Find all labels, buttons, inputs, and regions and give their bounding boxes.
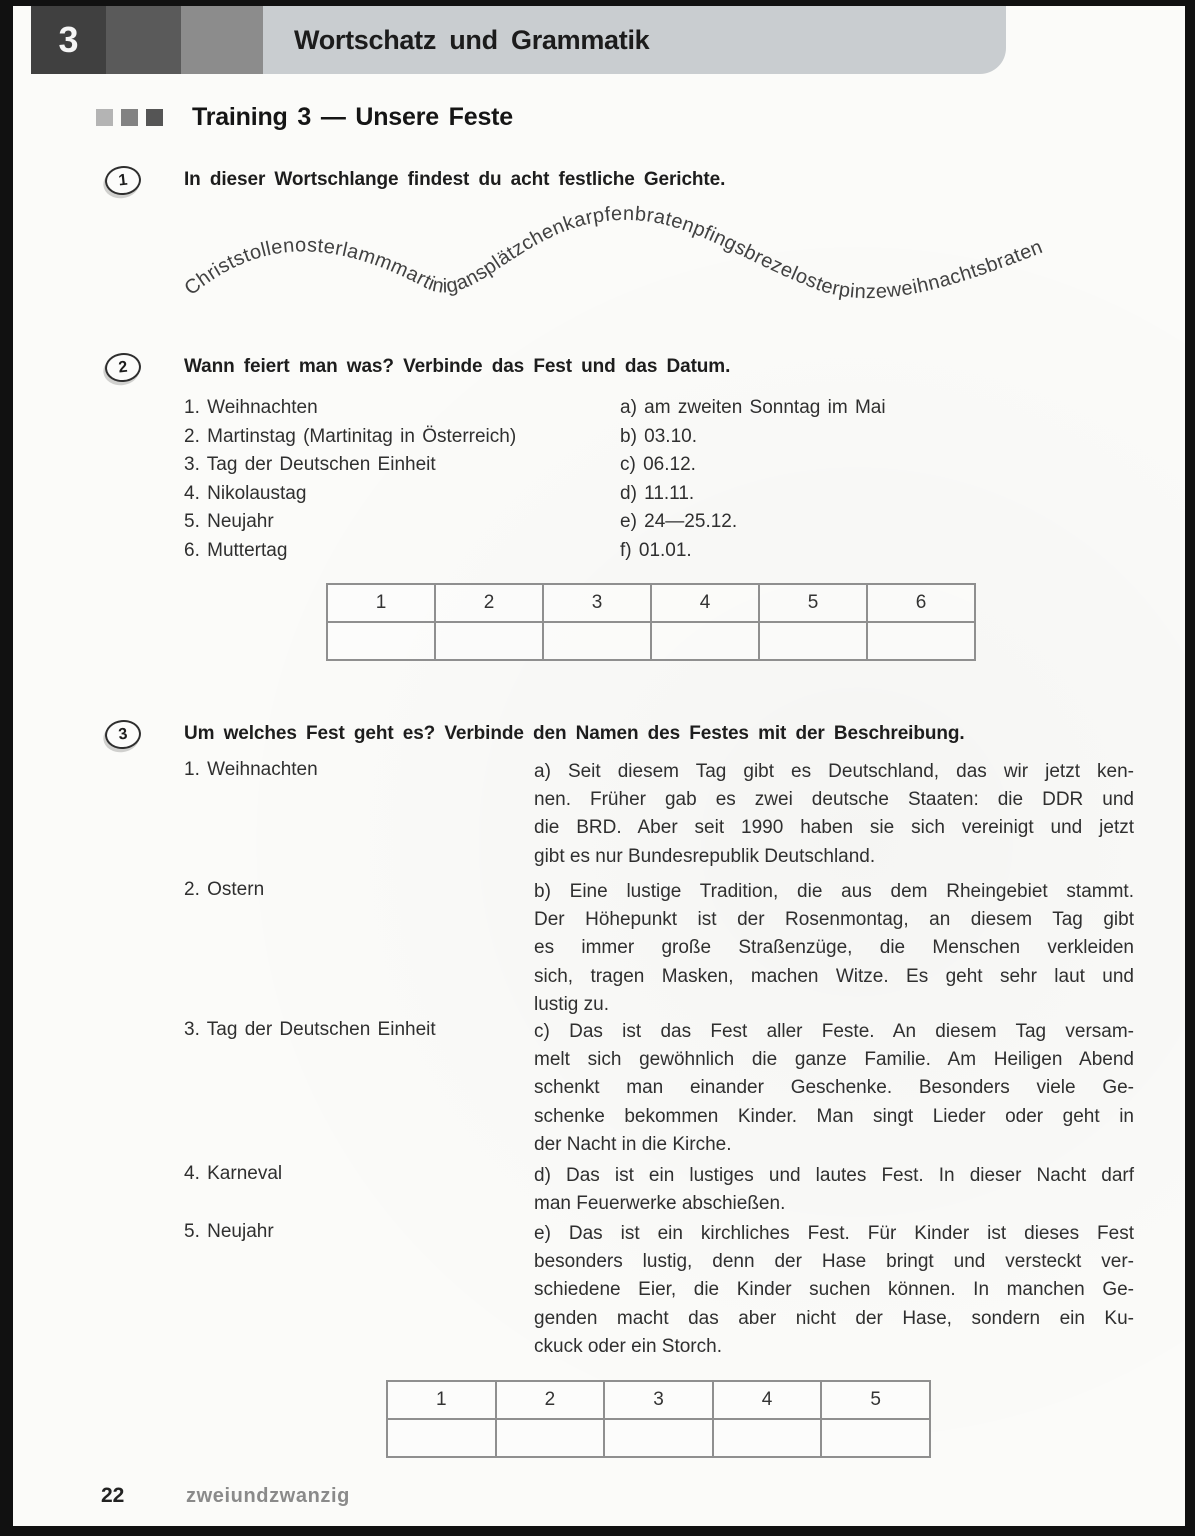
- festival-name-item: 2. Ostern: [184, 879, 265, 900]
- description-line: schiedene Eier, die Kinder suchen können. In manchen Ge-: [534, 1279, 1134, 1301]
- festival-item: 4. Nikolaustag: [184, 482, 307, 504]
- date-list: [620, 394, 886, 565]
- bullet-square-icon: [96, 109, 113, 126]
- festival-item: 6. Muttertag: [184, 539, 288, 561]
- festival-name-item: 5. Neujahr: [184, 1221, 274, 1242]
- exercise1-number-badge: [104, 164, 143, 197]
- description-paragraph: [534, 758, 1134, 871]
- description-line: der Nacht in die Kirche.: [534, 1133, 732, 1155]
- festival-name-item: 3. Tag der Deutschen Einheit: [184, 1019, 436, 1040]
- table-header-cell: 6: [867, 584, 975, 622]
- answer-cell: [713, 1419, 822, 1457]
- exercise2-number-badge: [104, 351, 143, 384]
- header-title-bar: [263, 6, 1006, 74]
- table-header-cell: 1: [327, 584, 435, 622]
- table-header-cell: 3: [604, 1381, 713, 1419]
- answer-cell: [867, 622, 975, 660]
- section-title: Training 3 — Unsere Feste: [192, 103, 513, 131]
- date-item: e) 24—25.12.: [620, 511, 738, 532]
- table-header-cell: 5: [821, 1381, 930, 1419]
- exercise3-number-badge: [104, 718, 143, 751]
- workbook-page: [13, 6, 1185, 1526]
- description-line: Der Höhepunkt ist der Rosenmontag, an diesem Tag gibt: [534, 909, 1134, 931]
- description-line: nen. Früher gab es zwei deutsche Staaten: die DDR und: [534, 789, 1134, 811]
- festival-name-item: 4. Karneval: [184, 1163, 283, 1184]
- training-heading: [96, 103, 513, 132]
- exercise1-number: 1: [117, 171, 129, 189]
- date-item: c) 06.12.: [620, 454, 696, 475]
- festival-item: 2. Martinstag (Martinitag in Österreich): [184, 425, 517, 447]
- answer-cell: [543, 622, 651, 660]
- exercise2-answer-table: [326, 583, 976, 661]
- page-number: 22: [101, 1484, 125, 1507]
- description-line: es immer große Straßenzüge, die Menschen verkleiden: [534, 937, 1134, 959]
- bullet-square-icon: [146, 109, 163, 126]
- bullet-square-icon: [121, 109, 138, 126]
- exercise1-prompt: In dieser Wortschlange findest du acht festliche Gerichte.: [184, 169, 726, 190]
- exercise3-answer-table: [386, 1380, 931, 1458]
- description-line: genden macht das aber nicht der Hase, sondern ein Ku-: [534, 1307, 1134, 1329]
- table-header-row: [387, 1381, 930, 1419]
- table-header-cell: 1: [387, 1381, 496, 1419]
- unit-number-box: [31, 6, 106, 74]
- header-gradient-block-3: [181, 6, 263, 74]
- exercise2-prompt: Wann feiert man was? Verbinde das Fest und das Datum.: [184, 356, 731, 377]
- date-item: d) 11.11.: [620, 482, 695, 504]
- date-item: f) 01.01.: [620, 539, 692, 561]
- exercise2-number: 2: [117, 358, 129, 376]
- header-gradient-block-2: [106, 6, 181, 74]
- description-line: ckuck oder ein Storch.: [534, 1335, 722, 1357]
- description-line: b) Eine lustige Tradition, die aus dem Rheingebiet stammt.: [534, 881, 1134, 902]
- answer-cell: [604, 1419, 713, 1457]
- header-title: Wortschatz und Grammatik: [294, 24, 650, 55]
- date-item: a) am zweiten Sonntag im Mai: [620, 397, 886, 418]
- table-answer-row: [387, 1419, 930, 1457]
- description-line: besonders lustig, denn der Hase bringt und versteckt ver-: [534, 1251, 1134, 1273]
- description-paragraph: [534, 878, 1134, 1019]
- description-paragraph: [534, 1162, 1134, 1218]
- festival-item: 3. Tag der Deutschen Einheit: [184, 454, 436, 475]
- word-snake-text: Christstollenosterlammmartinigansplätzchenkarpfenbratenpfingsbrezelosterpinzeweihnachtsbraten: [180, 202, 1046, 304]
- festival-name-item: 1. Weihnachten: [184, 759, 318, 780]
- answer-cell: [651, 622, 759, 660]
- exercise3-prompt: Um welches Fest geht es? Verbinde den Namen des Festes mit der Beschreibung.: [184, 723, 965, 744]
- table-header-cell: 2: [435, 584, 543, 622]
- unit-header: [31, 6, 1006, 74]
- description-line: die BRD. Aber seit 1990 haben sie sich vereinigt und jetzt: [534, 817, 1134, 839]
- festival-item: 1. Weihnachten: [184, 397, 318, 418]
- festival-list: [184, 394, 516, 565]
- description-line: schenkt man einander Geschenke. Besonders viele Ge-: [534, 1077, 1134, 1099]
- table-answer-row: [327, 622, 975, 660]
- page-number-word: zweiundzwanzig: [186, 1485, 350, 1507]
- date-item: b) 03.10.: [620, 425, 697, 447]
- description-line: melt sich gewöhnlich die ganze Familie. Am Heiligen Abend: [534, 1049, 1134, 1071]
- description-line: schenke bekommen Kinder. Man singt Lieder oder geht in: [534, 1105, 1134, 1127]
- table-header-cell: 3: [543, 584, 651, 622]
- description-paragraph: [534, 1220, 1134, 1361]
- description-line: lustig zu.: [534, 993, 609, 1015]
- unit-number: 3: [58, 19, 79, 60]
- table-header-cell: 4: [651, 584, 759, 622]
- description-line: e) Das ist ein kirchliches Fest. Für Kinder ist dieses Fest: [534, 1223, 1134, 1244]
- svg-text:Christstollenosterlammmartinig: [180, 203, 1045, 303]
- answer-cell: [759, 622, 867, 660]
- answer-cell: [435, 622, 543, 660]
- table-header-cell: 2: [496, 1381, 605, 1419]
- description-line: sich, tragen Masken, machen Witze. Es geht sehr laut und: [534, 965, 1134, 987]
- answer-cell: [327, 622, 435, 660]
- table-header-cell: 4: [713, 1381, 822, 1419]
- exercise3-number: 3: [117, 725, 129, 743]
- table-header-cell: 5: [759, 584, 867, 622]
- festival-item: 5. Neujahr: [184, 511, 274, 532]
- word-snake: [163, 198, 1163, 338]
- table-header-row: [327, 584, 975, 622]
- description-line: c) Das ist das Fest aller Feste. An diesem Tag versam-: [534, 1021, 1134, 1042]
- description-line: man Feuerwerke abschießen.: [534, 1193, 786, 1215]
- answer-cell: [821, 1419, 930, 1457]
- answer-cell: [387, 1419, 496, 1457]
- answer-cell: [496, 1419, 605, 1457]
- description-line: gibt es nur Bundesrepublik Deutschland.: [534, 845, 876, 867]
- description-paragraph: [534, 1018, 1134, 1159]
- description-line: a) Seit diesem Tag gibt es Deutschland, das wir jetzt ken-: [534, 761, 1134, 782]
- description-line: d) Das ist ein lustiges und lautes Fest. In dieser Nacht darf: [534, 1165, 1134, 1186]
